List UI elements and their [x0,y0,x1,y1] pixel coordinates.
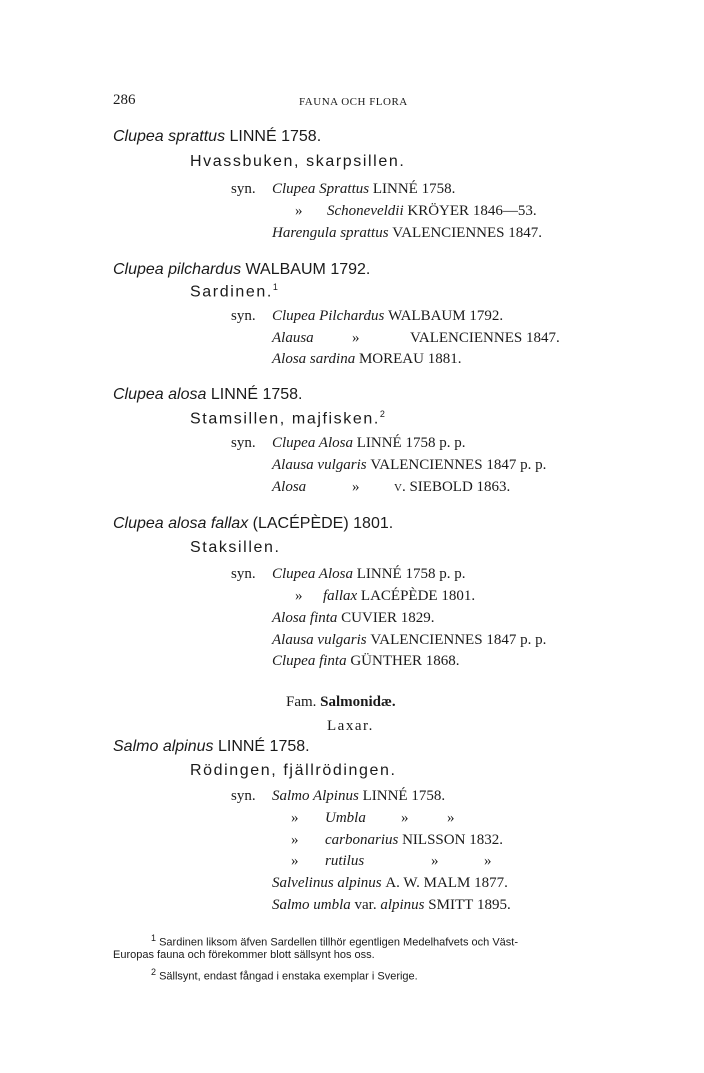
family-common-name: Laxar. [327,718,374,734]
synonym-line: syn. [231,181,256,197]
species-heading: Salmo alpinus LINNÉ 1758. [113,738,310,755]
species-heading: Clupea pilchardus WALBAUM 1792. [113,261,371,278]
footnote-continuation: Europas fauna och förekommer blott sällsynt hos oss. [113,949,375,961]
synonym-line: » [431,853,439,869]
synonym-line: » [295,203,303,219]
synonym-line: syn. [231,435,256,451]
footnote: $^1$ Sardinen liksom äfven Sardellen tillhör egentligen Medelhafvets och Väst- [151,933,519,949]
common-name: Rödingen, fjällrödingen. [190,762,397,779]
synonym-line: » [291,853,299,869]
synonym-line: » [291,810,299,826]
synonym-line: rutilus [325,853,365,869]
synonym-line: Salmo Alpinus LINNÉ 1758. [272,788,446,804]
synonym-line: » [401,810,409,826]
synonym-line: » [352,330,360,346]
common-name: Stamsillen, majfisken.$^2$ [190,409,387,428]
synonym-line: Clupea Pilchardus WALBAUM 1792. [272,308,504,324]
common-name: Staksillen. [190,539,281,556]
footnote-ref: 2 [379,409,387,419]
synonym-line: Harengula sprattus VALENCIENNES 1847. [272,225,543,241]
synonym-line: VALENCIENNES 1847. [410,330,560,346]
species-heading: Clupea alosa fallax (LACÉPÈDE) 1801. [113,515,394,532]
synonym-line: syn. [231,308,256,324]
synonym-line: Alosa [272,479,307,495]
synonym-line: » [291,832,299,848]
synonym-line: » [352,479,360,495]
synonym-line: carbonarius NILSSON 1832. [325,832,503,848]
page-number: 286 [113,92,136,108]
synonym-line: Umbla [325,810,366,826]
synonym-line: Alosa finta CUVIER 1829. [272,610,435,626]
synonym-line: fallax LACÉPÈDE 1801. [323,588,476,604]
synonym-line: syn. [231,788,256,804]
synonym-line: Salvelinus alpinus A. W. MALM 1877. [272,875,508,891]
common-name: Sardinen.$^1$ [190,282,280,301]
synonym-line: syn. [231,566,256,582]
synonym-line: Alausa vulgaris VALENCIENNES 1847 p. p. [272,632,547,648]
species-heading: Clupea alosa LINNÉ 1758. [113,386,303,403]
synonym-line: Clupea Alosa LINNÉ 1758 p. p. [272,435,466,451]
synonym-line: Clupea Sprattus LINNÉ 1758. [272,181,456,197]
synonym-line: » [447,810,455,826]
footnote-ref: 1 [272,282,280,292]
synonym-line: Alosa sardina MOREAU 1881. [272,351,462,367]
synonym-line: » [484,853,492,869]
footnote: $^2$ Sällsynt, endast fångad i enstaka exemplar i Sverige. [151,967,418,983]
synonym-line: Clupea Alosa LINNÉ 1758 p. p. [272,566,466,582]
synonym-line: Schoneveldii KRÖYER 1846—53. [327,203,537,219]
synonym-line: Alausa vulgaris VALENCIENNES 1847 p. p. [272,457,547,473]
running-title: FAUNA OCH FLORA [299,96,408,108]
synonym-line: v. SIEBOLD 1863. [394,479,511,495]
synonym-line: Alausa [272,330,314,346]
common-name: Hvassbuken, skarpsillen. [190,153,406,170]
species-heading: Clupea sprattus LINNÉ 1758. [113,128,322,145]
synonym-line: » [295,588,303,604]
synonym-line: Salmo umbla var. alpinus SMITT 1895. [272,897,511,913]
synonym-line: Clupea finta GÜNTHER 1868. [272,653,460,669]
family-heading: Fam. Salmonidæ. [286,694,396,710]
